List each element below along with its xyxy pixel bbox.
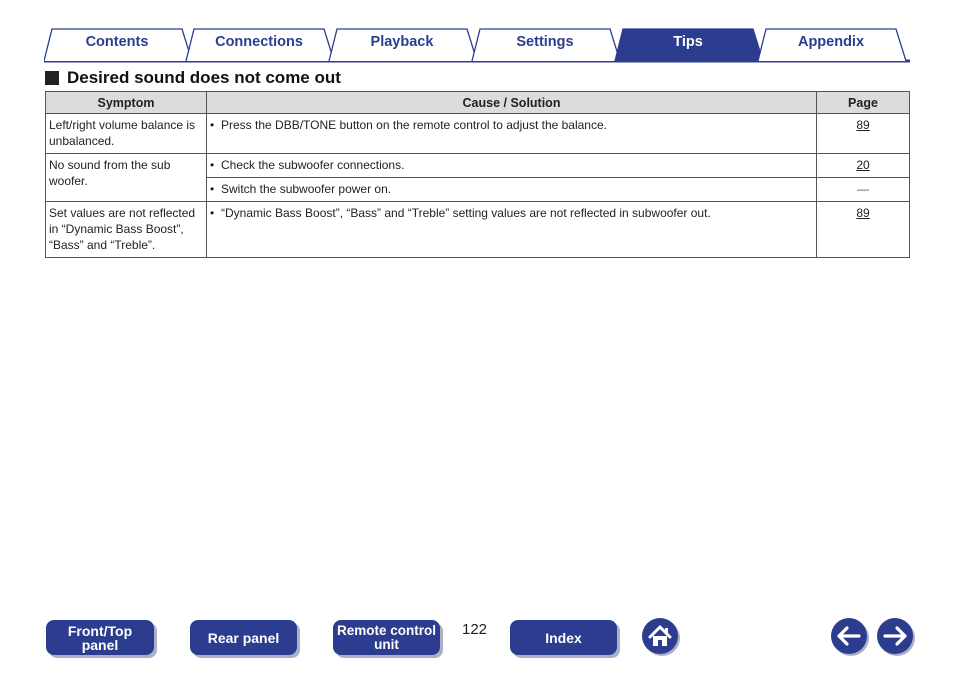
index-button[interactable]: Index [510, 620, 617, 655]
cause-text: Switch the subwoofer power on. [221, 182, 392, 196]
page-cell [817, 178, 910, 202]
tab-playback[interactable]: Playback [370, 34, 434, 50]
home-icon [642, 618, 678, 654]
front-top-panel-button[interactable]: Front/Top panel [46, 620, 154, 655]
tab-connections[interactable]: Connections [215, 34, 303, 50]
arrow-right-icon [877, 618, 913, 654]
section-heading [45, 68, 341, 88]
header-page: Page [817, 92, 910, 114]
tab-settings[interactable]: Settings [516, 34, 574, 50]
cause-text: “Dynamic Bass Boost”, “Bass” and “Treble” setting values are not reflected in subwoofer out. [221, 206, 711, 220]
page-link[interactable]: 89 [856, 206, 870, 220]
back-button[interactable] [831, 618, 867, 654]
page-cell [817, 202, 910, 258]
rear-panel-button[interactable]: Rear panel [190, 620, 297, 655]
header-cause: Cause / Solution [207, 92, 817, 114]
header-symptom: Symptom [46, 92, 207, 114]
cause-cell [207, 154, 817, 178]
page-number: 122 [462, 621, 488, 638]
bullet: • [210, 206, 215, 220]
top-tab-bar [44, 27, 910, 63]
symptom-cell: Left/right volume balance is unbalanced. [46, 114, 207, 154]
forward-button[interactable] [877, 618, 913, 654]
home-button[interactable] [642, 618, 678, 654]
table-row [46, 202, 910, 258]
bullet: • [210, 158, 215, 172]
no-page-dash: — [857, 182, 869, 196]
arrow-left-icon [831, 618, 867, 654]
page-link[interactable]: 89 [856, 118, 870, 132]
tab-contents[interactable]: Contents [85, 34, 149, 50]
bullet: • [210, 182, 215, 196]
page-cell [817, 114, 910, 154]
troubleshooting-table [45, 91, 910, 258]
section-title: Desired sound does not come out [67, 68, 341, 87]
cause-cell [207, 178, 817, 202]
cause-cell [207, 114, 817, 154]
tab-appendix[interactable]: Appendix [797, 34, 865, 50]
table-row [46, 154, 910, 178]
cause-text: Press the DBB/TONE button on the remote control to adjust the balance. [221, 118, 607, 132]
page-link[interactable]: 20 [856, 158, 870, 172]
table-row [46, 114, 910, 154]
table-header-row [46, 92, 910, 114]
symptom-cell: No sound from the sub woofer. [46, 154, 207, 202]
cause-text: Check the subwoofer connections. [221, 158, 405, 172]
symptom-cell: Set values are not reflected in “Dynamic Bass Boost”, “Bass” and “Treble”. [46, 202, 207, 258]
cause-cell [207, 202, 817, 258]
page-cell [817, 154, 910, 178]
remote-control-unit-button[interactable]: Remote control unit [333, 620, 440, 655]
tab-tips[interactable]: Tips [673, 34, 703, 50]
square-icon [45, 71, 59, 85]
bullet: • [210, 118, 215, 132]
